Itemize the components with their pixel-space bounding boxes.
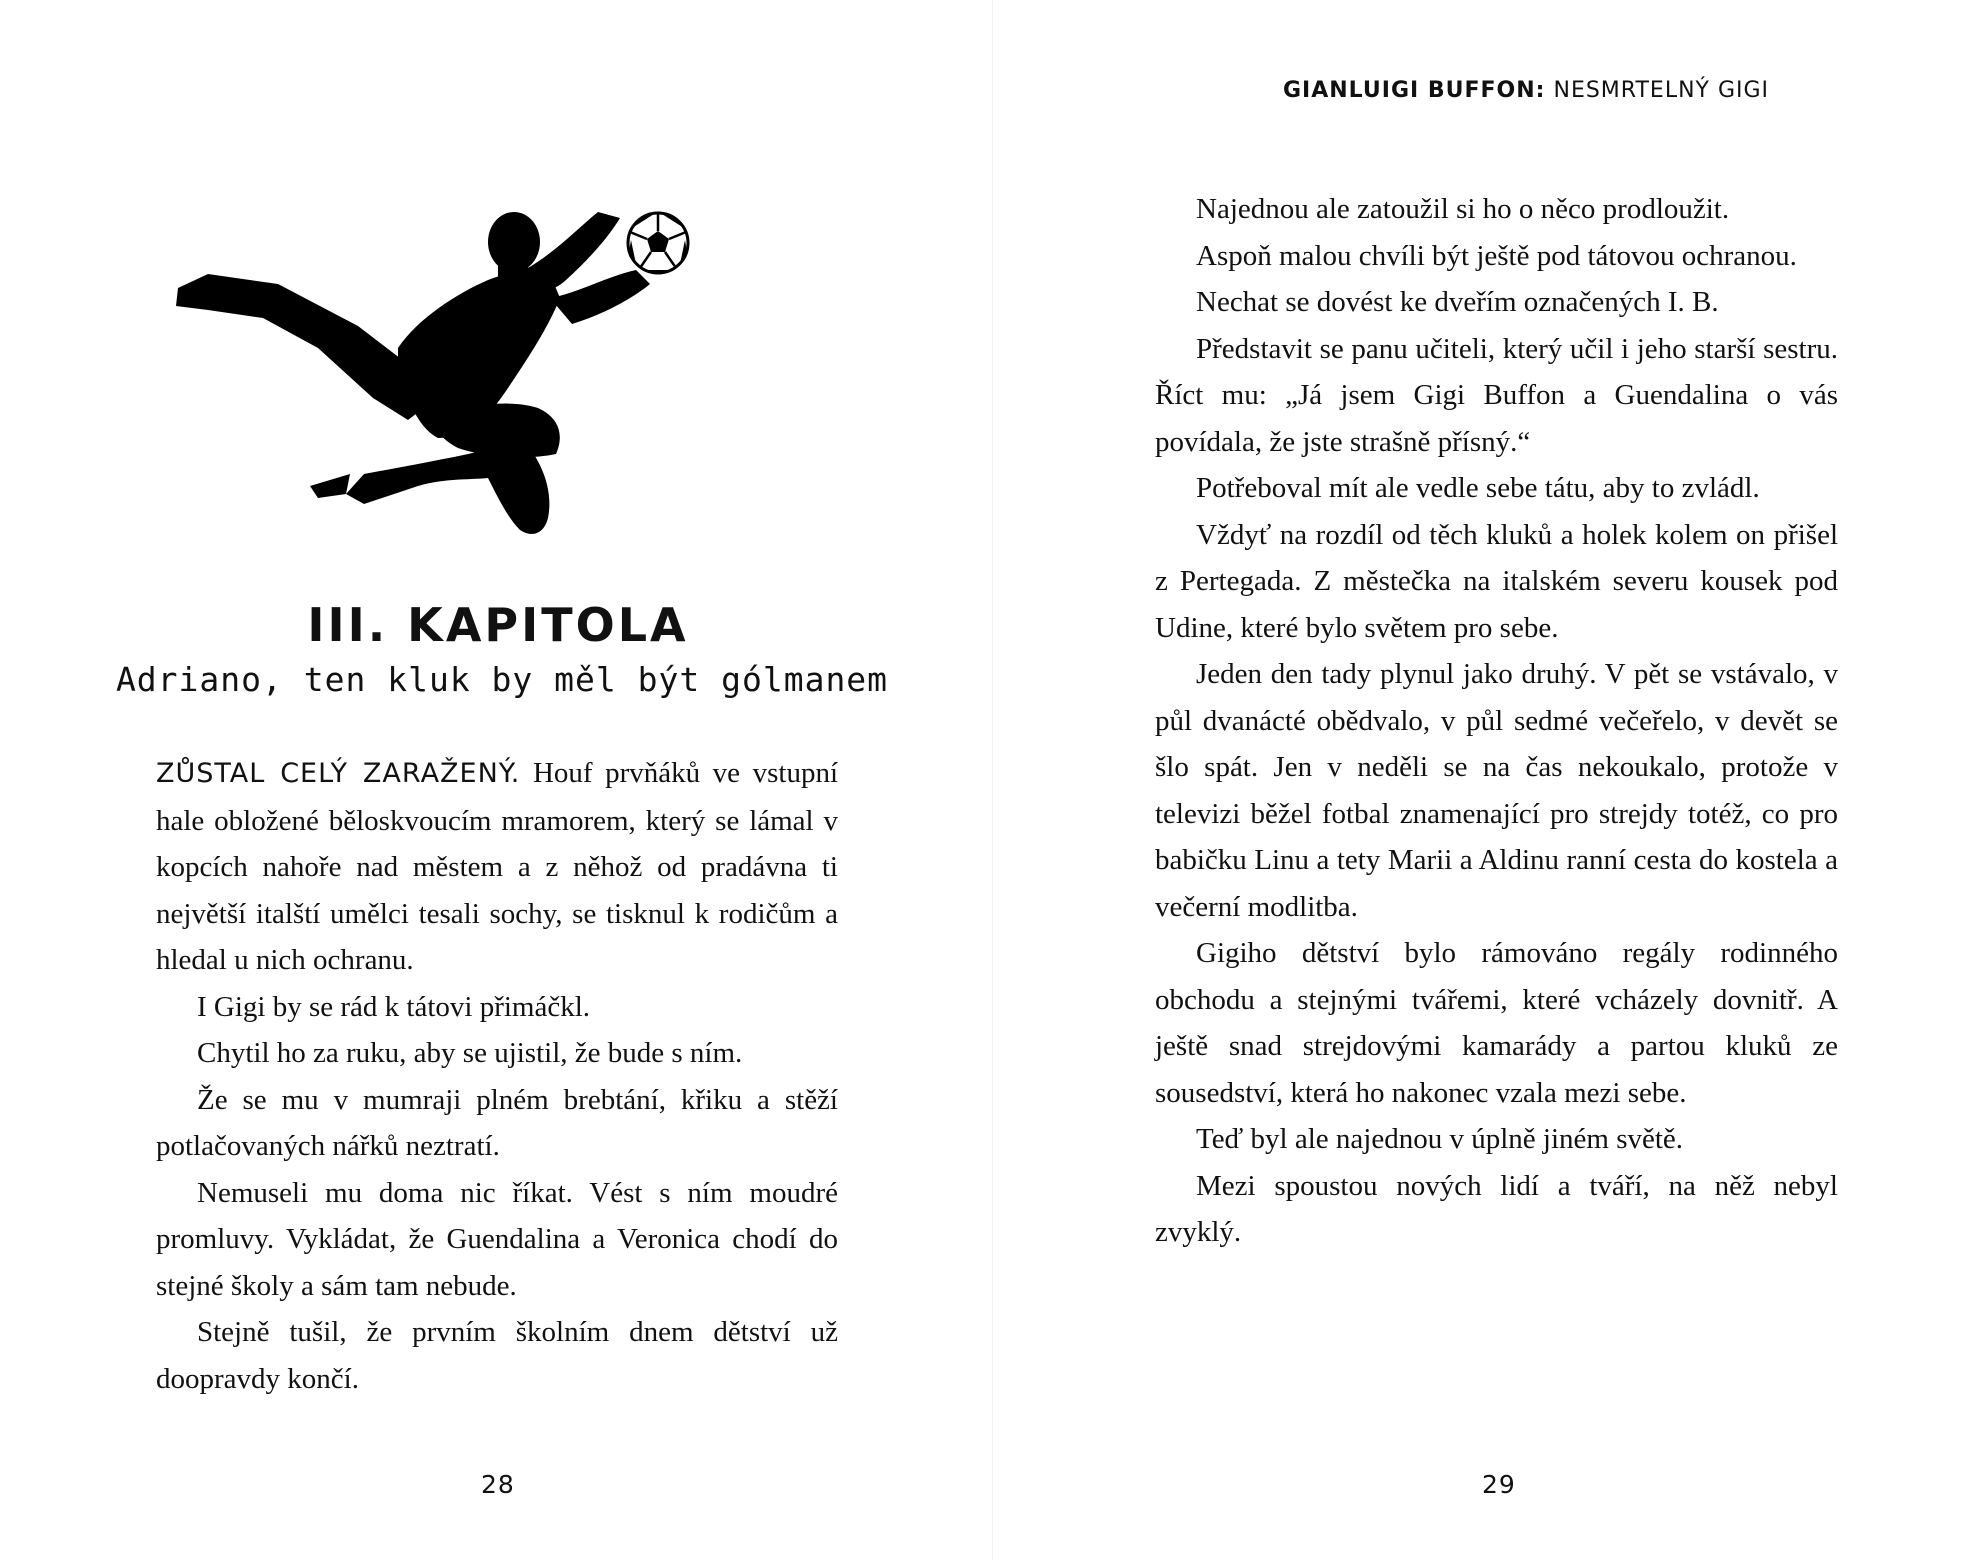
paragraph: Mezi spoustou nových lidí a tváří, na něž nebyl zvyklý.	[1155, 1169, 1838, 1248]
page-number-right: 29	[1482, 1470, 1516, 1499]
paragraph: Nechat se dovést ke dveřím označených I. B.	[1196, 286, 1719, 318]
paragraph: Že se mu v mumraji plném brebtání, křiku a stěží potlačovaných nářků neztratí.	[156, 1083, 838, 1162]
running-head-author: GIANLUIGI BUFFON:	[1283, 78, 1546, 103]
paragraph: Představit se panu učiteli, který učil i jeho starší sestru. Říct mu: „Já jsem Gigi Buffon a Guendalina o vás povídala, že jste strašně přísný.“	[1155, 332, 1838, 458]
paragraph: Potřeboval mít ale vedle sebe tátu, aby to zvládl.	[1196, 472, 1760, 504]
right-page-body	[1155, 186, 1838, 1256]
chapter-number: III. KAPITOLA	[307, 598, 689, 652]
paragraph: Chytil ho za ruku, aby se ujistil, že bude s ním.	[197, 1037, 743, 1069]
page-number-left: 28	[481, 1470, 515, 1499]
running-head	[993, 78, 1985, 103]
left-page	[0, 0, 992, 1560]
paragraph: Aspoň malou chvíli být ještě pod tátovou ochranou.	[1196, 239, 1797, 272]
goalkeeper-silhouette-icon	[168, 198, 768, 538]
paragraph: Vždyť na rozdíl od těch kluků a holek kolem on přišel z Pertegada. Z městečka na italském severu kousek pod Udine, které bylo světem pro sebe.	[1155, 518, 1838, 644]
chapter-subtitle: Adriano, ten kluk by měl být gólmanem	[115, 660, 889, 699]
lead-in: ZŮSTAL CELÝ ZARAŽENÝ.	[156, 758, 521, 789]
left-page-body	[156, 750, 838, 1402]
paragraph: Nemuseli mu doma nic říkat. Vést s ním moudré promluvy. Vykládat, že Guendalina a Veronica chodí do stejné školy a sám tam nebude.	[156, 1176, 838, 1302]
paragraph: Jeden den tady plynul jako druhý. V pět se vstávalo, v půl dvanácté obědvalo, v půl sedmé večeřelo, v devět se šlo spát. Jen v neděli se na čas nekoukalo, protože v televizi běžel fotbal znamenající pro strejdy totéž, co pro babičku Linu a tety Marii a Aldinu ranní cesta do kostela a večerní modlitba.	[1155, 658, 1838, 923]
paragraph: ZŮSTAL CELÝ ZARAŽENÝ. Houf prvňáků ve vstupní hale obložené běloskvoucím mramorem, který se lámal v kopcích nahoře nad městem a z něhož od pradávna ti největší italští umělci tesali sochy, se tisknul k rodičům a hledal u nich ochranu.	[156, 757, 839, 976]
running-head-title: NESMRTELNÝ GIGI	[1553, 78, 1770, 103]
paragraph: I Gigi by se rád k tátovi přimáčkl.	[197, 990, 591, 1023]
paragraph: Najednou ale zatoužil si ho o něco prodloužit.	[1196, 193, 1730, 225]
paragraph: Stejně tušil, že prvním školním dnem dětství už doopravdy končí.	[156, 1316, 838, 1395]
paragraph: Gigiho dětství bylo rámováno regály rodinného obchodu a stejnými tvářemi, které vcházely dovnitř. A ještě snad strejdovými kamarády a partou kluků ze sousedství, která ho nakonec vzala mezi sebe.	[1155, 937, 1838, 1109]
paragraph: Teď byl ale najednou v úplně jiném světě.	[1196, 1123, 1684, 1155]
